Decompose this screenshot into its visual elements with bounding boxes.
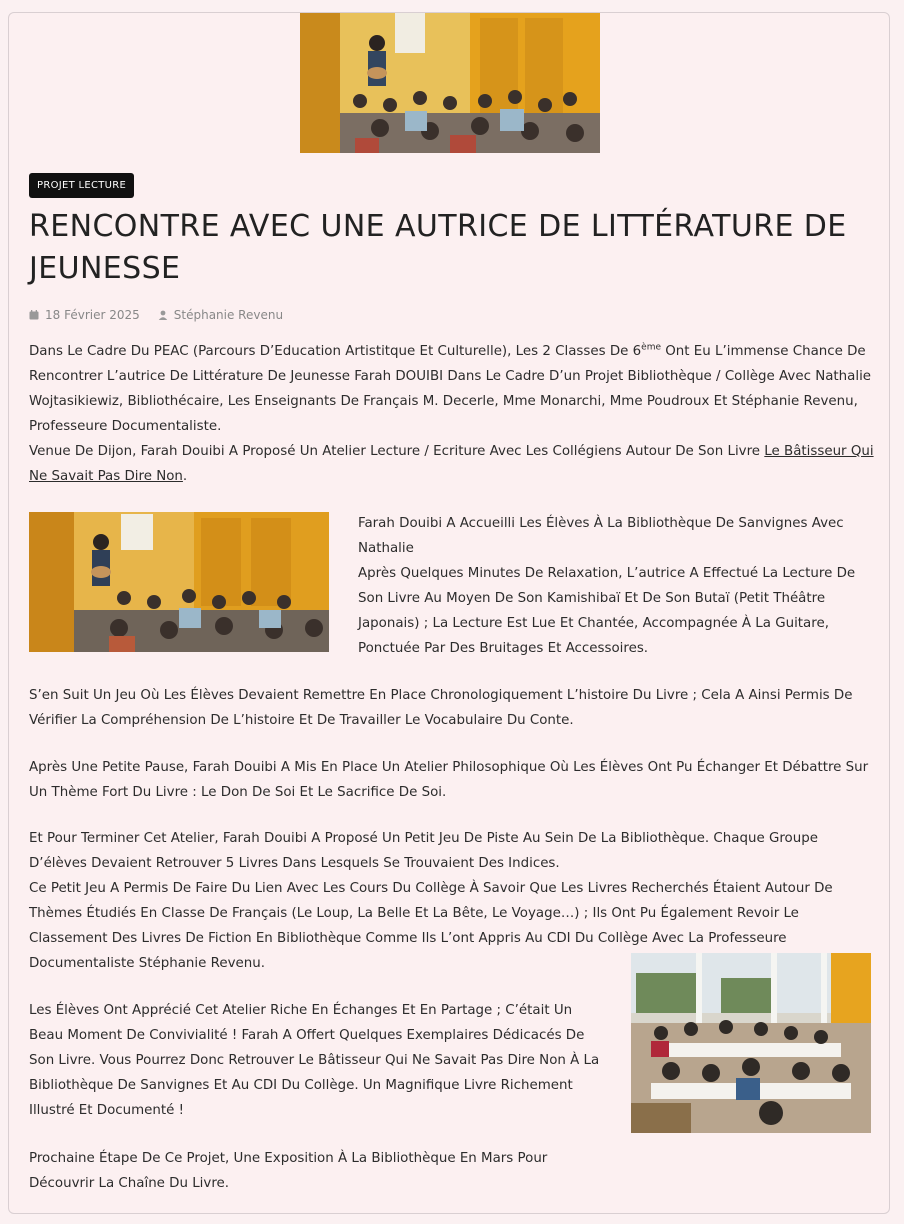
post-date: 18 Février 2025 (45, 308, 140, 322)
intro-text-start: Dans Le Cadre Du PEAC (Parcours D’Education Artistitque Et Culturelle), Les 2 Classes De 6 (29, 344, 642, 359)
visit-text: Venue De Dijon, Farah Douibi A Proposé Un Atelier Lecture / Ecriture Avec Les Collégiens Autour De Son Livre (29, 444, 765, 459)
user-icon (158, 310, 168, 320)
category-badge[interactable]: PROJET LECTURE (29, 173, 134, 198)
post-author[interactable]: Stéphanie Revenu (173, 308, 284, 322)
curriculum-link-text: Ce Petit Jeu A Permis De Faire Du Lien Avec Les Cours Du Collège À Savoir Que Les Livres Recherchés Étaient Autour De Thèmes Étudiés En Classe De Français (Le Loup, La Belle Et La Bête, Le Voyage…) ; Ils Ont Pu Également Revoir Le Classement Des Livres De Fiction En Bibliothèque Comme Ils L’ont Appris Au CDI Du Collège Avec La Professeure Documentaliste Stéphanie Revenu. (29, 881, 833, 971)
treasure-hunt-text: Et Pour Terminer Cet Atelier, Farah Douibi A Proposé Un Petit Jeu De Piste Au Sein De La Bibliothèque. Chaque Groupe D’élèves Devaient Retrouver 5 Livres Dans Lesquels Se Trouvaient Des Indices. (29, 831, 818, 871)
philosophy-paragraph: Après Une Petite Pause, Farah Douibi A Mis En Place Un Atelier Philosophique Où Les Élèves Ont Pu Échanger Et Débattre Sur Un Thème Fort Du Livre : Le Don De Soi Et Le Sacrifice De Soi. (29, 760, 869, 800)
post-meta (29, 306, 283, 324)
next-step-paragraph: Prochaine Étape De Ce Projet, Une Exposition À La Bibliothèque En Mars Pour Découvrir La Chaîne Du Livre. (29, 1151, 548, 1191)
relaxation-text: Après Quelques Minutes De Relaxation, L’autrice A Effectué La Lecture De Son Livre Au Moyen De Son Kamishibaï Et De Son Butaï (Petit Théâtre Japonais) ; La Lecture Est Lue Et Chantée, Accompagnée À La Guitare, Ponctuée Par Des Bruitages Et Accessoires. (358, 566, 856, 656)
welcome-text: Farah Douibi A Accueilli Les Élèves À La Bibliothèque De Sanvignes Avec Nathalie (358, 516, 844, 556)
appreciation-paragraph: Les Élèves Ont Apprécié Cet Atelier Riche En Échanges Et En Partage ; C’était Un Beau Moment De Convivialité ! Farah A Offert Quelques Exemplaires Dédicacés De Son Livre. Vous Pourrez Donc Retrouver Le Bâtisseur Qui Ne Savait Pas Dire Non À La Bibliothèque De Sanvignes Et Au CDI Du Collège. Un Magnifique Livre Richement Illustré Et Documenté ! (29, 1003, 600, 1118)
library-session-photo[interactable] (29, 512, 329, 652)
intro-superscript: ème (641, 342, 662, 353)
visit-text-end: . (182, 469, 188, 484)
intro-paragraph (29, 339, 874, 489)
game-paragraph: S’en Suit Un Jeu Où Les Élèves Devaient Remettre En Place Chronologiquement L’histoire Du Livre ; Cela A Ainsi Permis De Vérifier La Compréhension De L’histoire Et De Travailler Le Vocabulaire Du Conte. (29, 688, 853, 728)
classroom-photo[interactable] (631, 953, 871, 1133)
intro-text-end: Ont Eu L’immense Chance De Rencontrer L’autrice De Littérature De Jeunesse Farah DOUIBI Dans Le Cadre D’un Projet Bibliothèque / Collège Avec Nathalie Wojtasikiewiz, Bibliothécaire, Les Enseignants De Français M. Decerle, Mme Monarchi, Mme Poudroux Et Stéphanie Revenu, Professeure Documentaliste. (29, 344, 872, 434)
book-link[interactable]: Le Bâtisseur Qui Ne Savait Pas Dire Non (29, 444, 874, 484)
calendar-icon (29, 310, 39, 320)
hero-photo[interactable] (300, 13, 600, 153)
welcome-paragraph (358, 511, 878, 661)
article-title: RENCONTRE AVEC UNE AUTRICE DE LITTÉRATURE DE JEUNESSE (29, 209, 847, 286)
